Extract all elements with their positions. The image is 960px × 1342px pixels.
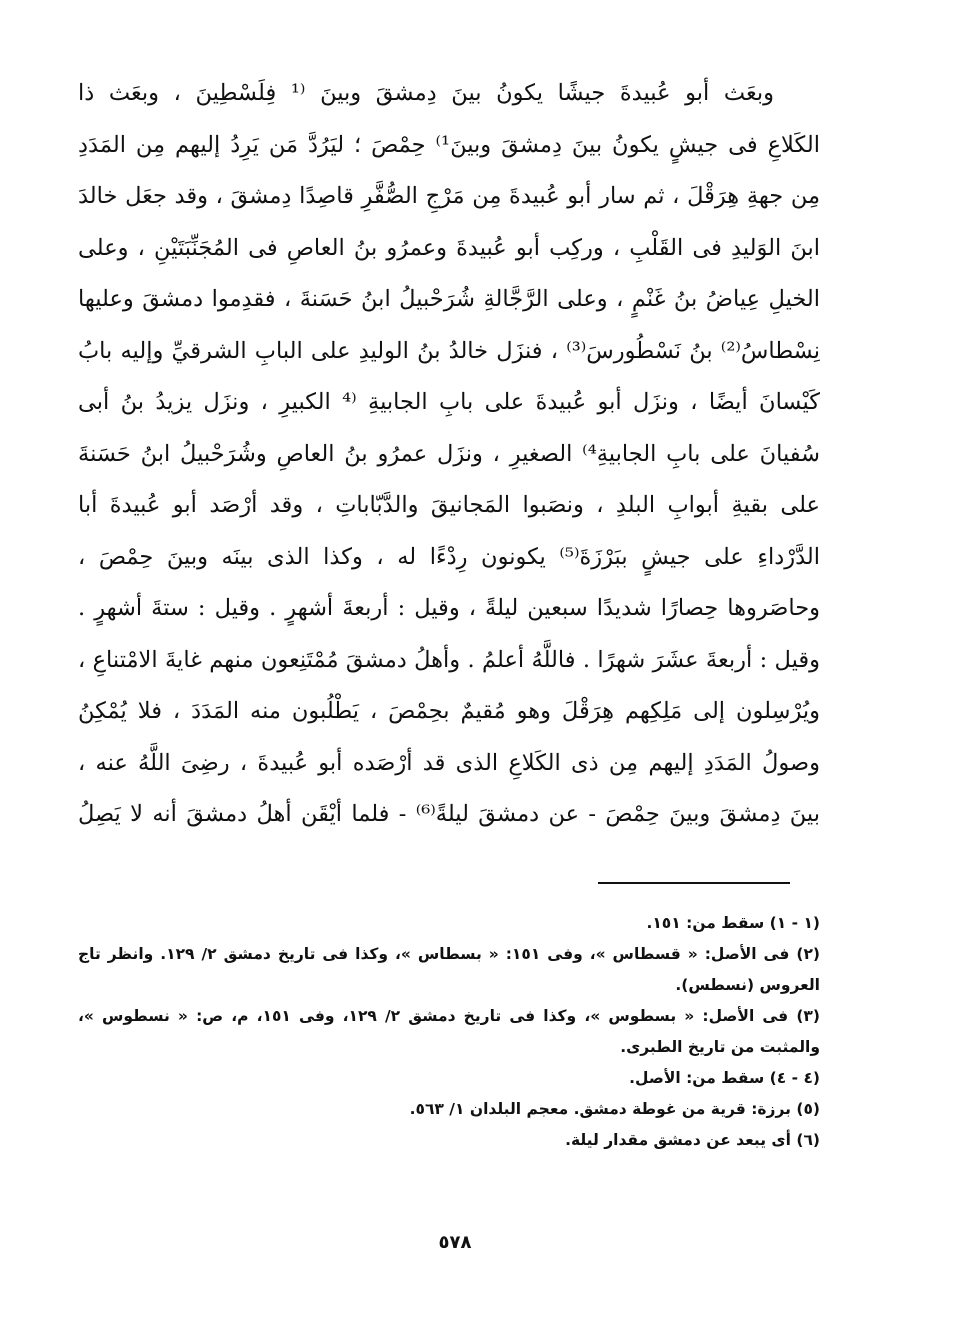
text-line: الدَّرْداءِ على جيشٍ ببَرْزَةَ⁽⁵⁾ يكونون رِدْءًا له ، وكذا الذى بينَه وبينَ حِمْصَ ،: [78, 543, 820, 570]
text-line: على بقيةِ أبوابِ البلدِ ، ونصَبوا المَجانيقَ والدَّبّاباتِ ، وقد أرْصَد أبو عُبيدةَ أبا: [78, 492, 820, 518]
footnote-line: (٤ - ٤) سقط من: الأصل.: [629, 1069, 820, 1087]
text-line: وحاصَروها حِصارًا شديدًا سبعين ليلةً ، وقيل : أربعةَ أشهرٍ . وقيل : ستةَ أشهرٍ .: [78, 595, 820, 621]
footnote-line: (٣) فى الأصل: « بسطوس »، وكذا فى تاريخ دمشق ٢/ ١٢٩، وفى ١٥١، م، ص: « نسطوس »،: [78, 1007, 820, 1025]
text-line: الخيلِ عِياضُ بنُ غَنْمٍ ، وعلى الرَّجَّالةِ شُرَحْبيلُ ابنُ حَسَنةَ ، فقدِموا دمشقَ وعليها: [78, 286, 820, 312]
footnote-line: (١ - ١) سقط من: ١٥١.: [646, 914, 820, 932]
footnotes-block: [78, 908, 820, 1156]
text-line: الكَلاعِ فى جيشٍ يكونُ بينَ دِمشقَ وبينَ¹⁾ حِمْصَ ؛ ليَرُدَّ مَن يَرِدُ إليهم مِن المَدَدِ: [78, 131, 820, 158]
footnote-line: (٥) برزة: قرية من غوطة دمشق. معجم البلدان ١/ ٥٦٣.: [409, 1100, 820, 1118]
text-line: بينَ دِمشقَ وبينَ حِمْصَ - عن دمشقَ ليلةً⁽⁶⁾ - فلما أيْقَن أهلُ دمشقَ أنه لا يَصِلُ: [78, 801, 820, 827]
text-line: وصولُ المَدَدِ إليهم مِن ذى الكَلاعِ الذى قد أرْصَده أبو عُبيدةَ ، رضِىَ اللَّهُ عنه ،: [78, 749, 820, 776]
footnote-line: والمثبت من تاريخ الطبرى.: [620, 1038, 820, 1056]
text-line: سُفيانَ على بابِ الجابيةِ⁴⁾ الصغيرِ ، ونزَل عمرُو بنُ العاصِ وشُرَحْبيلُ ابنُ حَسَنةَ: [78, 440, 820, 467]
footnote-line: (٢) فى الأصل: « قسطاس »، وفى ١٥١: « بسطاس »، وكذا فى تاريخ دمشق ٢/ ١٢٩. وانظر تاج: [78, 945, 820, 963]
main-text-block: [78, 68, 820, 841]
text-line: وبعَث أبو عُبيدةَ جيشًا يكونُ بينَ دِمشقَ وبينَ ⁽¹ فِلَسْطِينَ ، وبعَث ذا: [78, 80, 775, 106]
text-line: وقيل : أربعةَ عشَرَ شهرًا . فاللَّهُ أعلمُ . وأهلُ دمشقَ مُمْتَنِعون منهم غايةَ الامْتناعِ ،: [78, 646, 820, 673]
text-line: ويُرْسِلون إلى مَلِكِهم هِرَقْلَ وهو مُقيمٌ بحِمْصَ ، يَطْلُبون منه المَدَدَ ، فلا يُمْكِنُ: [78, 698, 820, 724]
footnote-separator: [598, 882, 790, 884]
text-line: كَيْسانَ أيضًا ، ونزَل أبو عُبيدةَ على بابِ الجابيةِ ⁽⁴ الكبيرِ ، ونزَل يزيدُ بنُ أبى: [78, 389, 820, 415]
text-line: ابنَ الوَليدِ فى القَلْبِ ، وركِب أبو عُبيدةَ وعمرُو بنُ العاصِ فى المُجَنِّبَتَيْنِ ، وعلى: [78, 234, 820, 261]
footnote-line: (٦) أى يبعد عن دمشق مقدار ليلة.: [565, 1131, 820, 1149]
text-line: نِسْطاسُ⁽²⁾ بنُ نَسْطُورسَ⁽³⁾ ، فنزَل خالدُ بنُ الوليدِ على البابِ الشرقيِّ وإليه بابُ: [78, 337, 820, 364]
text-line: مِن جهةِ هِرَقْلَ ، ثم سار أبو عُبيدةَ مِن مَرْجِ الصُّفَّرِ قاصِدًا دِمشقَ ، وقد جعَل خالدَ: [78, 183, 820, 209]
page-number: ٥٧٨: [438, 1232, 472, 1253]
footnote-line: العروس (نسطس).: [675, 976, 820, 994]
